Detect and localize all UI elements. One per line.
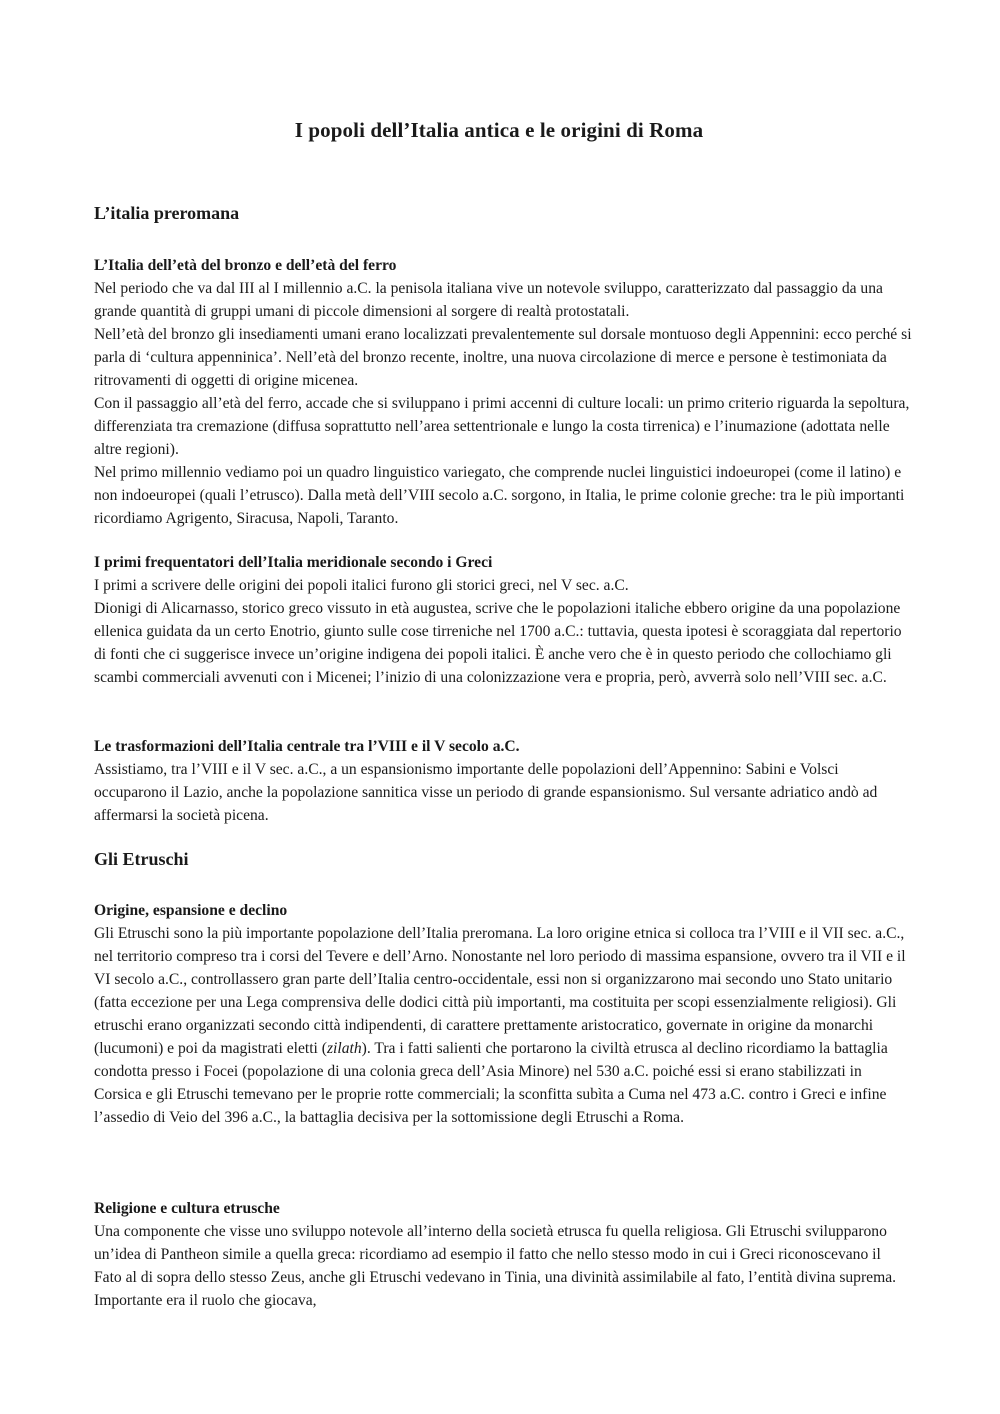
paragraph: Dionigi di Alicarnasso, storico greco vissuto in età augustea, scrive che le popolazioni italiche ebbero origine da una popolazione ellenica guidata da un certo Enotrio, giunto sulle cose tirreniche nel 1700 a.C.: tuttavia, questa ipotesi è scoraggiata dal repertorio di fonti che ci suggerisce invece un’origine indigena dei popoli italici. È anche vero che è in questo periodo che collochiamo gli scambi commerciali avvenuti con i Micenei; l’inizio di una colonizzazione vera e propria, però, avverrà solo nell’VIII sec. a.C. (94, 600, 902, 686)
subsection-heading: Origine, espansione e declino (94, 902, 288, 919)
subsection-trasformazioni-italia-centrale (94, 735, 912, 827)
italic-term-zilath: zilath (326, 1040, 362, 1057)
subsection-heading: I primi frequentatori dell’Italia meridionale secondo i Greci (94, 554, 493, 571)
paragraph: Nell’età del bronzo gli insediamenti umani erano localizzati prevalentemente sul dorsale montuoso degli Appennini: ecco perché si parla di ‘cultura appenninica’. Nell’età del bronzo recente, inoltre, una nuova circolazione di merce e persone è testimoniata da ritrovamenti di oggetti di origine micenea. (94, 326, 912, 389)
paragraph: Con il passaggio all’età del ferro, accade che si sviluppano i primi accenni di culture locali: un primo criterio riguarda la sepoltura, differenziata tra cremazione (diffusa soprattutto nell’area settentrionale e lungo la costa tirrenica) e l’inumazione (adottata nelle altre regioni). (94, 395, 910, 458)
subsection-heading: Le trasformazioni dell’Italia centrale tra l’VIII e il V secolo a.C. (94, 738, 520, 755)
paragraph: I primi a scrivere delle origini dei popoli italici furono gli storici greci, nel V sec. a.C. (94, 577, 629, 594)
paragraph: Nel periodo che va dal III al I millennio a.C. la penisola italiana vive un notevole sviluppo, caratterizzato dal passaggio da una grande quantità di gruppi umani di piccole dimensioni al sorgere di realtà protostatali. (94, 280, 883, 320)
subsection-heading: Religione e cultura etrusche (94, 1200, 280, 1217)
paragraph: Una componente che visse uno sviluppo notevole all’interno della società etrusca fu quella religiosa. Gli Etruschi svilupparono un’idea di Pantheon simile a quella greca: ricordiamo ad esempio il fatto che nello stesso modo in cui i Greci riconoscevano il Fato al di sopra dello stesso Zeus, anche gli Etruschi vedevano in Tinia, una divinità assimilabile al fato, l’entità divina suprema. Importante era il ruolo che giocava, (94, 1223, 897, 1309)
paragraph-text: ). Tra i fatti salienti che portarono la civiltà etrusca al declino ricordiamo la battaglia condotta presso i Focei (popolazione di una colonia greca dell’Asia Minore) nel 530 a.C. poiché essi si erano stabilizzati in Corsica e gli Etruschi temevano per le proprie rotte commerciali; la sconfitta subìta a Cuma nel 473 a.C. contro i Greci e infine l’assedio di Veio del 396 a.C., la battaglia decisiva per la sottomissione degli Etruschi a Roma. (94, 1040, 888, 1126)
paragraph: Assistiamo, tra l’VIII e il V sec. a.C., a un espansionismo importante delle popolazioni dell’Appennino: Sabini e Volsci occuparono il Lazio, anche la popolazione sannitica visse un periodo di grande espansionismo. Sul versante adriatico andò ad affermarsi la società picena. (94, 761, 878, 824)
subsection-eta-bronzo-ferro (94, 254, 912, 530)
section-heading-italia-preromana: L’italia preromana (94, 203, 240, 223)
subsection-heading: L’Italia dell’età del bronzo e dell’età del ferro (94, 257, 397, 274)
paragraph-text: Gli Etruschi sono la più importante popolazione dell’Italia preromana. La loro origine etnica si colloca tra l’VIII e il VII sec. a.C., nel territorio compreso tra i corsi del Tevere e dell’Arno. Nonostante nel loro periodo di massima espansione, ovvero tra il VII e il VI secolo a.C., controllassero gran parte dell’Italia centro-occidentale, essi non si organizzarono mai secondo uno Stato unitario (fatta eccezione per una Lega comprensiva delle dodici città più importanti, ma costituita per scopi essenzialmente religiosi). Gli etruschi erano organizzati secondo città indipendenti, di carattere prettamente aristocratico, governate in origine da monarchi (lucumoni) e poi da magistrati eletti ( (94, 925, 906, 1057)
section-heading-etruschi: Gli Etruschi (94, 849, 189, 869)
subsection-religione-cultura (94, 1197, 912, 1312)
subsection-origine-espansione-declino (94, 899, 912, 1129)
document-title: I popoli dell’Italia antica e le origini di Roma (294, 118, 704, 142)
paragraph: Nel primo millennio vediamo poi un quadro linguistico variegato, che comprende nuclei linguistici indoeuropei (come il latino) e non indoeuropei (quali l’etrusco). Dalla metà dell’VIII secolo a.C. sorgono, in Italia, le prime colonie greche: tra le più importanti ricordiamo Agrigento, Siracusa, Napoli, Taranto. (94, 464, 905, 527)
subsection-primi-frequentatori (94, 551, 912, 689)
paragraph (94, 922, 912, 1129)
